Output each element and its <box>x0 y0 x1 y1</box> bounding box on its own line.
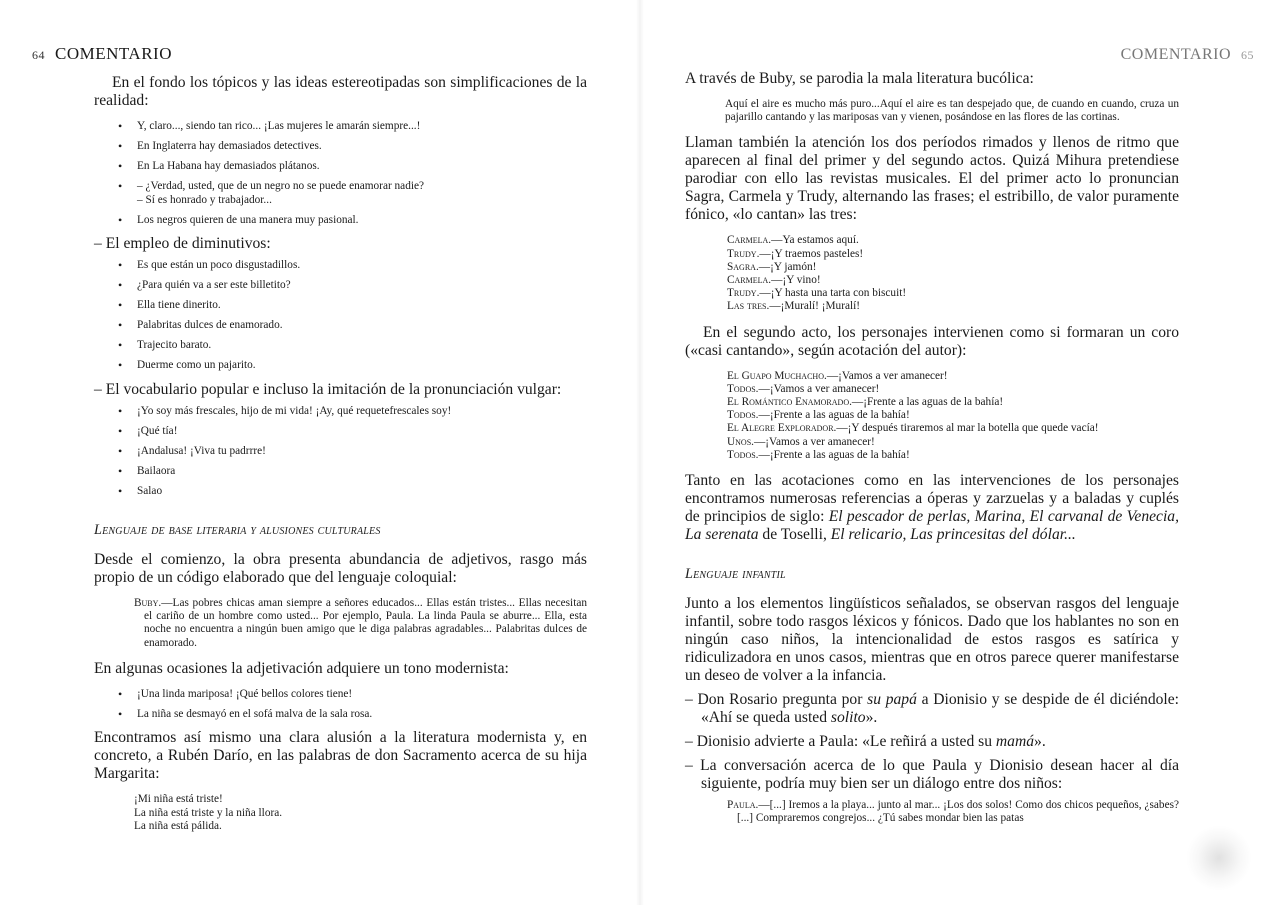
verse-line: ¡Mi niña está triste! <box>134 793 223 806</box>
list-item: • Trajecito barato. <box>118 339 587 353</box>
modernist-list <box>94 688 587 722</box>
dash-item-conversation: – La conversación acerca de lo que Paula y Dionisio desean hacer al día siguiente, podría muy bien ser un diálogo entre dos niños: <box>685 757 1179 793</box>
adjectives-paragraph: Desde el comienzo, la obra presenta abundancia de adjetivos, rasgo más propio de un código elaborado que del lenguaje coloquial: <box>94 551 587 586</box>
dash-item-dionisio: – Dionisio advierte a Paula: «Le reñirá a usted su mamá». <box>685 733 1046 751</box>
list-item: • Palabritas dulces de enamorado. <box>118 319 587 333</box>
dialogue-line: Unos.—¡Vamos a ver amanecer! <box>727 435 875 448</box>
list-item: • ¡Andalusa! ¡Viva tu padrrre! <box>118 445 587 459</box>
right-page-number: 65 <box>1241 48 1254 62</box>
list-item: • ¡Qué tía! <box>118 425 587 439</box>
dialogue-line: El Guapo Muchacho.—¡Vamos a ver amanecer! <box>727 369 948 382</box>
right-running-title: COMENTARIO <box>1120 46 1231 63</box>
popular-vocabulary-heading: – El vocabulario popular e incluso la imitación de la pronunciación vulgar: <box>94 380 562 398</box>
list-item: • Salao <box>118 485 587 499</box>
dialogue-line: • – ¿Verdad, usted, que de un negro no se puede enamorar nadie? <box>137 180 425 192</box>
verse-line: La niña está pálida. <box>134 819 222 832</box>
speaker-name: Paula. <box>727 799 759 812</box>
dialogue-line: Todos.—¡Frente a las aguas de la bahía! <box>727 448 910 461</box>
list-item: • En La Habana hay demasiados plátanos. <box>118 160 587 174</box>
buby-quote <box>134 597 587 650</box>
left-running-head <box>32 44 172 64</box>
references-paragraph: Tanto en las acotaciones como en las intervenciones de los personajes encontramos numerosas referencias a óperas y zarzuelas y a baladas y cuplés de principios de siglo: El pescador de perlas, Marina, El carvanal de Venecia, La serenata de Toselli, El relicario, Las princesitas del dólar... <box>685 472 1179 544</box>
list-item: • La niña se desmayó en el sofá malva de la sala rosa. <box>118 708 587 722</box>
bucolic-quote: Aquí el aire es mucho más puro...Aquí el aire es tan despejado que, de cuando en cuando, cruza un pajarillo cantando y las mariposas van y vienen, posándose en las flores de las cortinas. <box>725 98 1179 124</box>
rhymed-periods-paragraph: Llaman también la atención los dos períodos rimados y llenos de ritmo que aparecen al final del primer y del segundo actos. Quizá Mihura pretendiese parodiar con ello las revistas musicales. El del primer acto lo pronuncian Sagra, Carmela y Trudy, alternando las frases; el estribillo, de valor puramente fónico, «lo cantan» las tres: <box>685 134 1179 224</box>
quote-text: —[...] Iremos a la playa... junto al mar... ¡Los dos solos! Como dos chicos pequeños, ¿sabes? [...] Compraremos congrejos... ¿Tú sabes mondar bien las patas <box>737 799 1179 825</box>
list-item: • ¡Una linda mariposa! ¡Qué bellos colores tiene! <box>118 688 587 702</box>
section-heading-literary: Lenguaje de base literaria y alusiones culturales <box>94 522 381 538</box>
left-page-number: 64 <box>32 48 45 62</box>
paula-quote <box>727 799 1179 825</box>
dialogue-line: Las tres.—¡Muralí! ¡Muralí! <box>727 300 861 313</box>
list-item: • ¡Yo soy más frescales, hijo de mi vida! ¡Ay, qué requetefrescales soy! <box>118 405 587 419</box>
list-item: • Los negros quieren de una manera muy pasional. <box>118 214 587 228</box>
list-item: • En Inglaterra hay demasiados detectives. <box>118 140 587 154</box>
left-column <box>94 74 587 843</box>
verse-quote <box>134 793 587 833</box>
diminutives-list <box>94 259 587 373</box>
list-item: • Bailaora <box>118 465 587 479</box>
speaker-name: Buby. <box>134 597 162 609</box>
list-item: • Duerme como un pajarito. <box>118 359 587 373</box>
stereotype-list <box>94 120 587 227</box>
dash-item-rosario: – Don Rosario pregunta por su papá a Dionisio y se despide de él diciéndole: «Ahí se queda usted solito». <box>685 691 1180 727</box>
list-item: • Ella tiene dinerito. <box>118 299 587 313</box>
buby-paragraph: A través de Buby, se parodia la mala literatura bucólica: <box>685 70 1034 87</box>
dialogue-act-two <box>727 370 1179 462</box>
diminutives-heading: – El empleo de diminutivos: <box>94 235 271 252</box>
dialogue-line: Todos.—¡Vamos a ver amanecer! <box>727 382 880 395</box>
list-item: • Y, claro..., siendo tan rico... ¡Las mujeres le amarán siempre...! <box>118 120 587 134</box>
dialogue-line: Carmela.—¡Y vino! <box>727 274 821 287</box>
intro-paragraph: En el fondo los tópicos y las ideas estereotipadas son simplificaciones de la realidad: <box>94 74 587 109</box>
scan-smudge <box>1186 825 1252 891</box>
dialogue-line: El Alegre Explorador.—¡Y después tiraremos al mar la botella que quede vacía! <box>727 422 1099 435</box>
infantile-paragraph: Junto a los elementos lingüísticos señalados, se observan rasgos del lenguaje infantil, sobre todo rasgos léxicos y fónicos. Dado que los hablantes no son en ningún caso niños, la intencionalidad de estos rasgos es satírica y ridiculizadora en unos casos, mientras que en otros parece querer manifestarse un deseo de volver a la infancia. <box>685 595 1179 685</box>
popular-vocabulary-list <box>94 405 587 499</box>
dialogue-line: El Romántico Enamorado.—¡Frente a las aguas de la bahía! <box>727 396 1004 409</box>
right-running-head <box>1121 46 1254 64</box>
section-heading-infantile: Lenguaje infantil <box>685 566 786 583</box>
list-item: • Es que están un poco disgustadillos. <box>118 259 587 273</box>
left-running-title: COMENTARIO <box>55 44 172 63</box>
dialogue-line: Carmela.—Ya estamos aquí. <box>727 234 859 247</box>
dialogue-line: Trudy.—¡Y traemos pasteles! <box>727 247 864 260</box>
verse-line: La niña está triste y la niña llora. <box>134 806 283 819</box>
dialogue-line: – Sí es honrado y trabajador... <box>137 193 272 206</box>
quote-text: —Las pobres chicas aman siempre a señores educados... Ellas están tristes... Ellas necesitan el cariño de un hombre como usted... Por ejemplo, Paula. La linda Paula se aburre... Ella, esta noche no encuentra a ningún buen amigo que le diga palabras agradables... Palabritas dulces de enamorado. <box>144 597 587 649</box>
list-item <box>118 180 587 207</box>
dialogue-act-one <box>727 234 1179 313</box>
second-act-paragraph: En el segundo acto, los personajes intervienen como si formaran un coro («casi cantando», según acotación del autor): <box>685 323 1179 359</box>
dario-paragraph: Encontramos así mismo una clara alusión a la literatura modernista y, en concreto, a Rubén Darío, en las palabras de don Sacramento acerca de su hija Margarita: <box>94 729 587 783</box>
dialogue-line: Trudy.—¡Y hasta una tarta con biscuit! <box>727 287 907 300</box>
list-item: • ¿Para quién va a ser este billetito? <box>118 279 587 293</box>
modernist-paragraph: En algunas ocasiones la adjetivación adquiere un tono modernista: <box>94 659 509 677</box>
right-column <box>685 70 1179 835</box>
dialogue-line: Sagra.—¡Y jamón! <box>727 260 817 273</box>
dialogue-line: Todos.—¡Frente a las aguas de la bahía! <box>727 409 910 422</box>
right-page <box>640 0 1280 905</box>
